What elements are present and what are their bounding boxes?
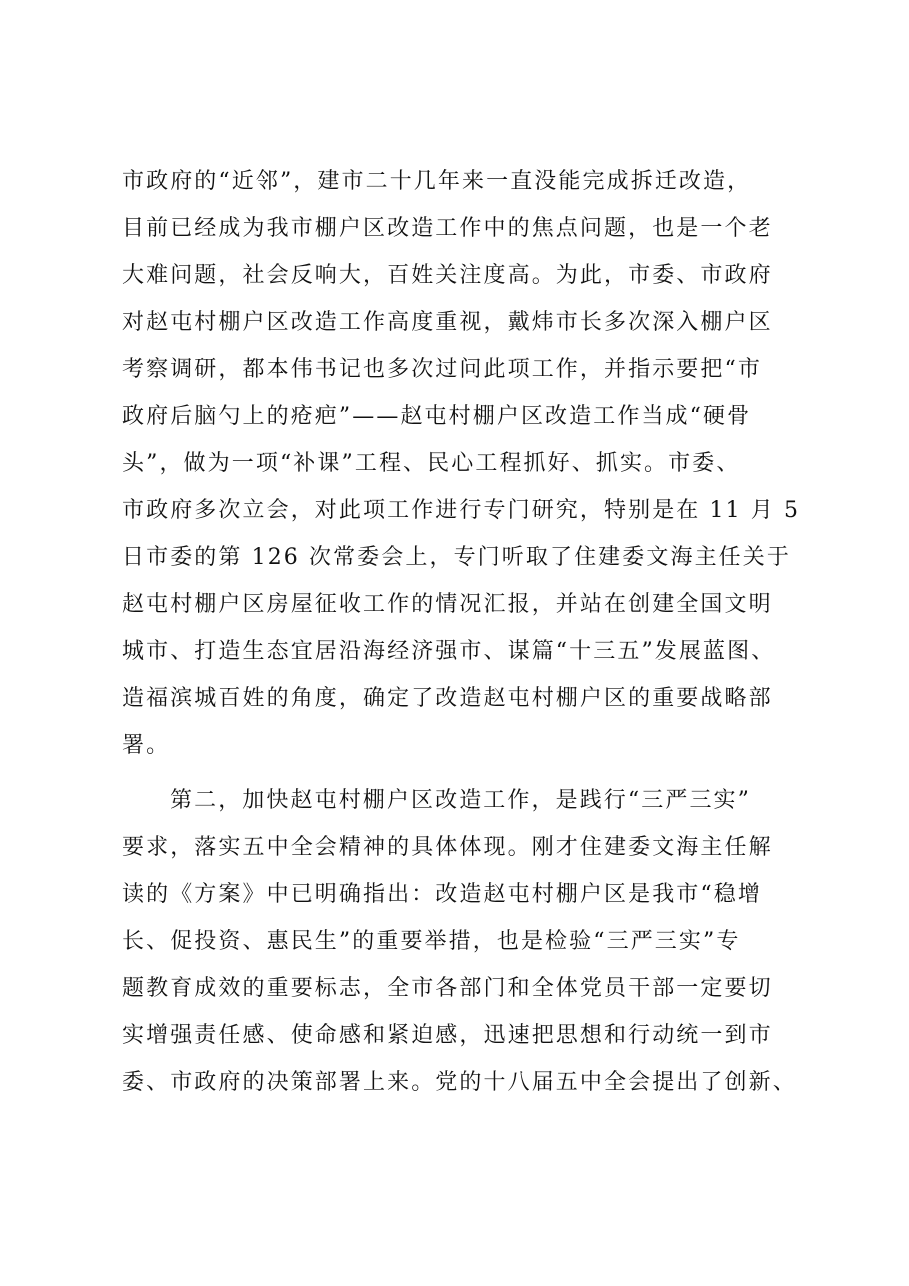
text-line: 长、促投资、惠民生”的重要举措，也是检验“三严三实”专: [122, 929, 741, 954]
text-line: 署。: [122, 733, 171, 758]
text-line: 读的《方案》中已明确指出：改造赵屯村棚户区是我市“稳增: [122, 882, 762, 907]
document-body: [122, 158, 842, 1106]
text-line: 考察调研，都本伟书记也多次过问此项工作，并指示要把“市: [122, 357, 762, 382]
paragraph-1: [122, 158, 842, 769]
text-line: 赵屯村棚户区房屋征收工作的情况汇报，并站在创建全国文明: [122, 592, 773, 617]
text-line: 委、市政府的决策部署上来。党的十八届五中全会提出了创新、: [122, 1070, 797, 1095]
text-line: 政府后脑勺上的疮疤”——赵屯村棚户区改造工作当成“硬骨: [122, 404, 752, 429]
text-line: 头”，做为一项“补课”工程、民心工程抓好、抓实。市委、: [122, 451, 741, 476]
text-line: 日市委的第 126 次常委会上，专门听取了住建委文海主任关于: [122, 545, 791, 570]
text-line: 题教育成效的重要标志，全市各部门和全体党员干部一定要切: [122, 976, 773, 1001]
text-line: 大难问题，社会反响大，百姓关注度高。为此，市委、市政府: [122, 263, 773, 288]
paragraph-gap: [122, 769, 842, 777]
text-line: 市政府的“近邻”，建市二十几年来一直没能完成拆迁改造，: [122, 169, 752, 194]
text-line: 目前已经成为我市棚户区改造工作中的焦点问题，也是一个老: [122, 216, 773, 241]
text-line: 城市、打造生态宜居沿海经济强市、谋篇“十三五”发展蓝图、: [122, 639, 776, 664]
text-line: 造福滨城百姓的角度，确定了改造赵屯村棚户区的重要战略部: [122, 686, 773, 711]
text-line: 要求，落实五中全会精神的具体体现。刚才住建委文海主任解: [122, 835, 773, 860]
paragraph-2: [122, 777, 842, 1106]
text-line-first: 第二，加快赵屯村棚户区改造工作，是践行“三严三实”: [170, 788, 751, 813]
text-line: 对赵屯村棚户区改造工作高度重视，戴炜市长多次深入棚户区: [122, 310, 773, 335]
text-line: 市政府多次立会，对此项工作进行专门研究，特别是在 11 月 5: [122, 498, 801, 523]
text-line: 实增强责任感、使命感和紧迫感，迅速把思想和行动统一到市: [122, 1023, 773, 1048]
